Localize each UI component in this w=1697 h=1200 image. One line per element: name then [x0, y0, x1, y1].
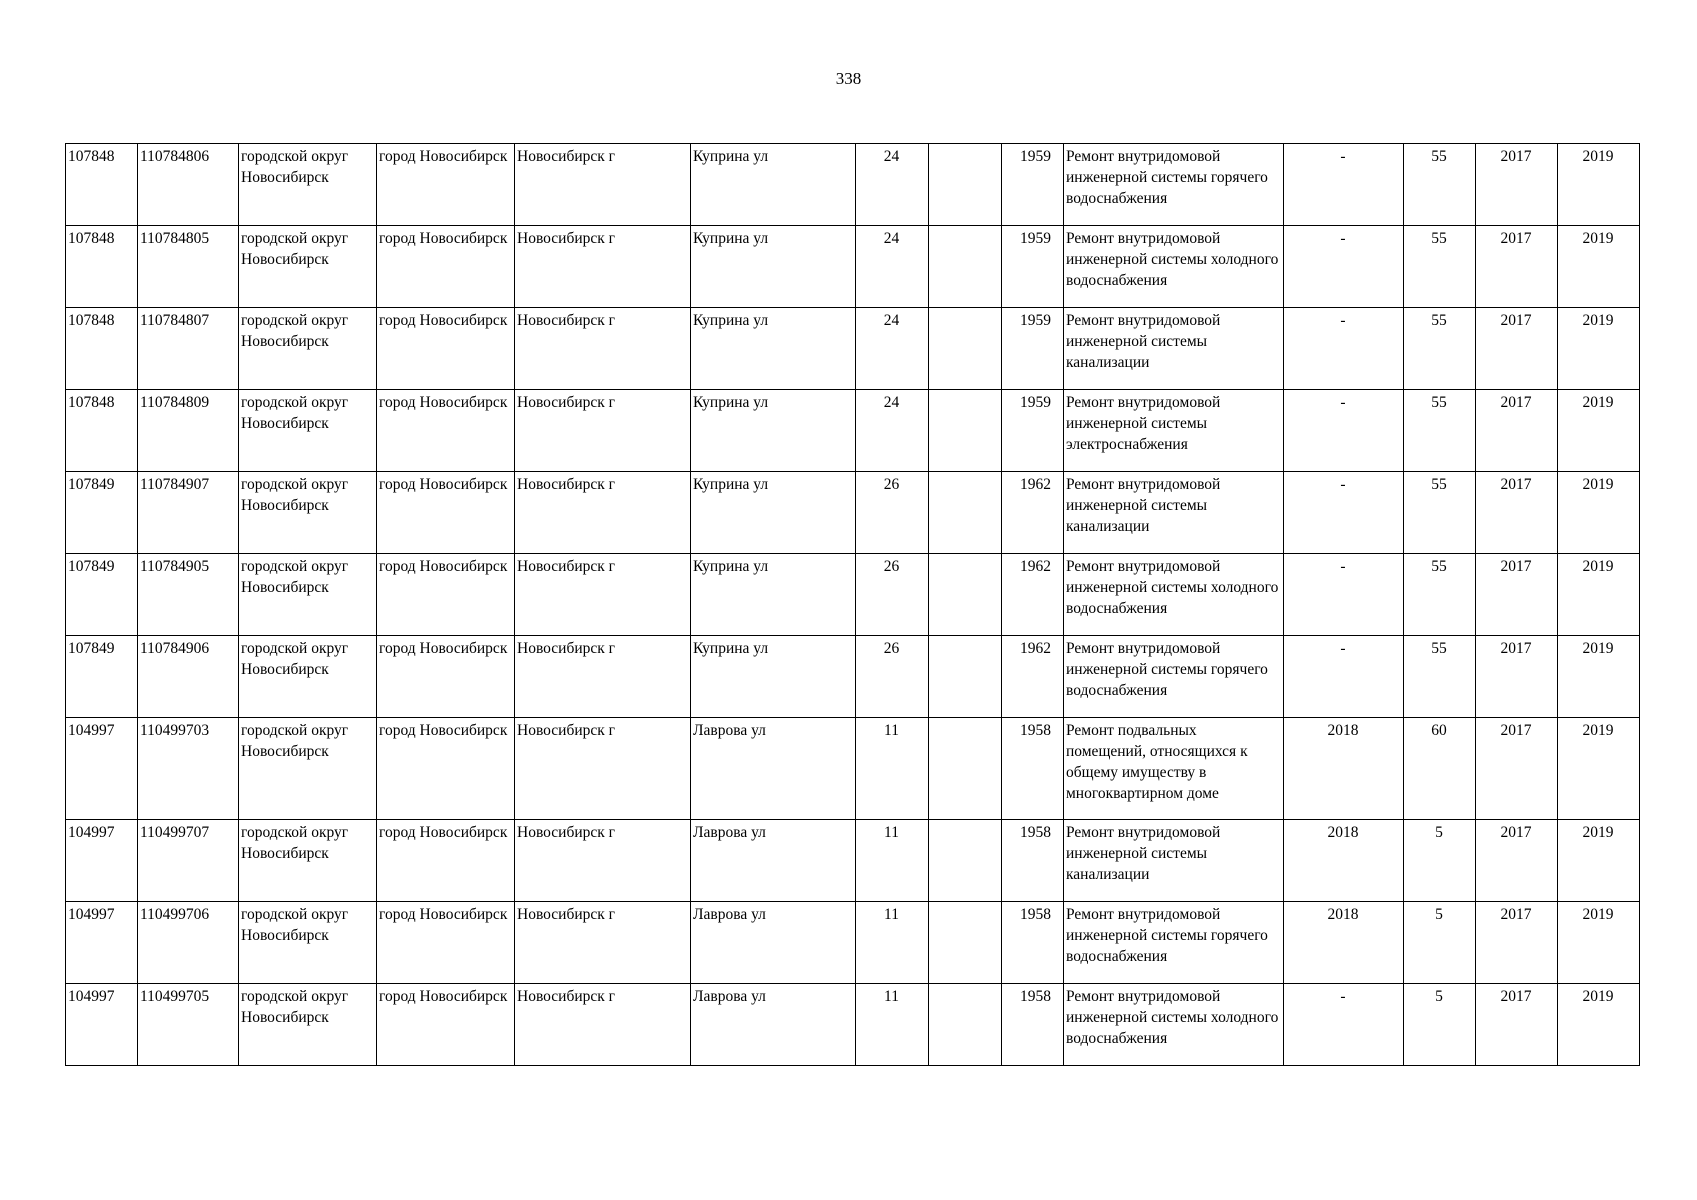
year-to-cell: 2019	[1558, 636, 1640, 718]
wear-cell: 55	[1404, 636, 1476, 718]
settlement-cell: город Новосибирск	[377, 718, 515, 820]
house-id-cell: 104997	[66, 820, 138, 902]
last-repair-cell: -	[1284, 984, 1404, 1066]
last-repair-cell: -	[1284, 472, 1404, 554]
work-code-cell: 110784806	[138, 144, 239, 226]
year-from-cell: 2017	[1476, 390, 1558, 472]
year-from-cell: 2017	[1476, 902, 1558, 984]
settlement-cell: город Новосибирск	[377, 984, 515, 1066]
year-built-cell: 1959	[1002, 390, 1064, 472]
last-repair-cell: -	[1284, 308, 1404, 390]
building-cell	[929, 390, 1002, 472]
municipality-cell: городской округ Новосибирск	[239, 226, 377, 308]
house-number-cell: 26	[856, 636, 929, 718]
house-number-cell: 11	[856, 984, 929, 1066]
house-id-cell: 107849	[66, 554, 138, 636]
table-row	[66, 718, 1640, 820]
building-cell	[929, 636, 1002, 718]
year-to-cell: 2019	[1558, 226, 1640, 308]
last-repair-cell: -	[1284, 554, 1404, 636]
city-cell: Новосибирск г	[515, 820, 691, 902]
year-to-cell: 2019	[1558, 144, 1640, 226]
wear-cell: 55	[1404, 308, 1476, 390]
table-row	[66, 902, 1640, 984]
year-built-cell: 1958	[1002, 820, 1064, 902]
work-type-cell: Ремонт внутридомовой инженерной системы холодного водоснабжения	[1064, 226, 1284, 308]
table-row	[66, 820, 1640, 902]
page-number: 338	[835, 69, 862, 88]
street-cell: Лаврова ул	[691, 718, 856, 820]
municipality-cell: городской округ Новосибирск	[239, 984, 377, 1066]
building-cell	[929, 718, 1002, 820]
year-from-cell: 2017	[1476, 226, 1558, 308]
year-to-cell: 2019	[1558, 718, 1640, 820]
work-type-cell: Ремонт внутридомовой инженерной системы холодного водоснабжения	[1064, 554, 1284, 636]
work-code-cell: 110784907	[138, 472, 239, 554]
year-built-cell: 1958	[1002, 984, 1064, 1066]
city-cell: Новосибирск г	[515, 144, 691, 226]
house-number-cell: 24	[856, 390, 929, 472]
table-row	[66, 472, 1640, 554]
building-cell	[929, 144, 1002, 226]
city-cell: Новосибирск г	[515, 308, 691, 390]
work-code-cell: 110784905	[138, 554, 239, 636]
year-built-cell: 1962	[1002, 554, 1064, 636]
last-repair-cell: -	[1284, 390, 1404, 472]
settlement-cell: город Новосибирск	[377, 308, 515, 390]
wear-cell: 55	[1404, 390, 1476, 472]
year-from-cell: 2017	[1476, 718, 1558, 820]
settlement-cell: город Новосибирск	[377, 472, 515, 554]
table-row	[66, 636, 1640, 718]
table-row	[66, 226, 1640, 308]
house-id-cell: 107848	[66, 308, 138, 390]
work-type-cell: Ремонт внутридомовой инженерной системы холодного водоснабжения	[1064, 984, 1284, 1066]
wear-cell: 5	[1404, 820, 1476, 902]
wear-cell: 55	[1404, 226, 1476, 308]
house-id-cell: 104997	[66, 984, 138, 1066]
year-to-cell: 2019	[1558, 984, 1640, 1066]
wear-cell: 55	[1404, 554, 1476, 636]
house-id-cell: 107848	[66, 390, 138, 472]
work-type-cell: Ремонт внутридомовой инженерной системы канализации	[1064, 308, 1284, 390]
building-cell	[929, 226, 1002, 308]
table-row	[66, 984, 1640, 1066]
work-code-cell: 110784805	[138, 226, 239, 308]
street-cell: Куприна ул	[691, 472, 856, 554]
street-cell: Лаврова ул	[691, 984, 856, 1066]
wear-cell: 55	[1404, 472, 1476, 554]
year-to-cell: 2019	[1558, 554, 1640, 636]
year-to-cell: 2019	[1558, 308, 1640, 390]
year-to-cell: 2019	[1558, 902, 1640, 984]
work-type-cell: Ремонт внутридомовой инженерной системы канализации	[1064, 820, 1284, 902]
year-from-cell: 2017	[1476, 144, 1558, 226]
year-built-cell: 1958	[1002, 718, 1064, 820]
last-repair-cell: 2018	[1284, 718, 1404, 820]
work-code-cell: 110499703	[138, 718, 239, 820]
municipality-cell: городской округ Новосибирск	[239, 390, 377, 472]
settlement-cell: город Новосибирск	[377, 226, 515, 308]
year-built-cell: 1959	[1002, 226, 1064, 308]
year-from-cell: 2017	[1476, 984, 1558, 1066]
year-from-cell: 2017	[1476, 472, 1558, 554]
building-cell	[929, 902, 1002, 984]
work-type-cell: Ремонт подвальных помещений, относящихся к общему имуществу в многоквартирном доме	[1064, 718, 1284, 820]
year-built-cell: 1962	[1002, 472, 1064, 554]
work-code-cell: 110784807	[138, 308, 239, 390]
last-repair-cell: 2018	[1284, 902, 1404, 984]
last-repair-cell: -	[1284, 636, 1404, 718]
last-repair-cell: -	[1284, 144, 1404, 226]
house-id-cell: 107849	[66, 472, 138, 554]
settlement-cell: город Новосибирск	[377, 390, 515, 472]
year-to-cell: 2019	[1558, 472, 1640, 554]
building-cell	[929, 984, 1002, 1066]
building-cell	[929, 472, 1002, 554]
municipality-cell: городской округ Новосибирск	[239, 902, 377, 984]
wear-cell: 5	[1404, 902, 1476, 984]
building-cell	[929, 820, 1002, 902]
last-repair-cell: -	[1284, 226, 1404, 308]
house-number-cell: 26	[856, 472, 929, 554]
street-cell: Куприна ул	[691, 554, 856, 636]
municipality-cell: городской округ Новосибирск	[239, 820, 377, 902]
year-from-cell: 2017	[1476, 554, 1558, 636]
wear-cell: 5	[1404, 984, 1476, 1066]
city-cell: Новосибирск г	[515, 472, 691, 554]
house-number-cell: 24	[856, 226, 929, 308]
building-cell	[929, 308, 1002, 390]
settlement-cell: город Новосибирск	[377, 144, 515, 226]
year-from-cell: 2017	[1476, 308, 1558, 390]
building-cell	[929, 554, 1002, 636]
year-to-cell: 2019	[1558, 390, 1640, 472]
house-number-cell: 11	[856, 820, 929, 902]
street-cell: Куприна ул	[691, 144, 856, 226]
settlement-cell: город Новосибирск	[377, 554, 515, 636]
year-built-cell: 1962	[1002, 636, 1064, 718]
settlement-cell: город Новосибирск	[377, 820, 515, 902]
house-id-cell: 104997	[66, 718, 138, 820]
house-id-cell: 107848	[66, 144, 138, 226]
table-row	[66, 554, 1640, 636]
work-type-cell: Ремонт внутридомовой инженерной системы канализации	[1064, 472, 1284, 554]
street-cell: Куприна ул	[691, 226, 856, 308]
house-number-cell: 11	[856, 718, 929, 820]
street-cell: Куприна ул	[691, 308, 856, 390]
city-cell: Новосибирск г	[515, 390, 691, 472]
house-id-cell: 107849	[66, 636, 138, 718]
municipality-cell: городской округ Новосибирск	[239, 308, 377, 390]
last-repair-cell: 2018	[1284, 820, 1404, 902]
wear-cell: 60	[1404, 718, 1476, 820]
year-built-cell: 1958	[1002, 902, 1064, 984]
work-code-cell: 110499706	[138, 902, 239, 984]
municipality-cell: городской округ Новосибирск	[239, 718, 377, 820]
settlement-cell: город Новосибирск	[377, 636, 515, 718]
work-code-cell: 110784906	[138, 636, 239, 718]
year-built-cell: 1959	[1002, 144, 1064, 226]
work-type-cell: Ремонт внутридомовой инженерной системы горячего водоснабжения	[1064, 636, 1284, 718]
work-code-cell: 110499707	[138, 820, 239, 902]
municipality-cell: городской округ Новосибирск	[239, 144, 377, 226]
work-type-cell: Ремонт внутридомовой инженерной системы электроснабжения	[1064, 390, 1284, 472]
table-row	[66, 144, 1640, 226]
city-cell: Новосибирск г	[515, 226, 691, 308]
city-cell: Новосибирск г	[515, 636, 691, 718]
house-id-cell: 107848	[66, 226, 138, 308]
work-type-cell: Ремонт внутридомовой инженерной системы горячего водоснабжения	[1064, 902, 1284, 984]
street-cell: Лаврова ул	[691, 820, 856, 902]
house-number-cell: 24	[856, 144, 929, 226]
house-id-cell: 104997	[66, 902, 138, 984]
municipality-cell: городской округ Новосибирск	[239, 554, 377, 636]
city-cell: Новосибирск г	[515, 902, 691, 984]
street-cell: Лаврова ул	[691, 902, 856, 984]
work-type-cell: Ремонт внутридомовой инженерной системы горячего водоснабжения	[1064, 144, 1284, 226]
street-cell: Куприна ул	[691, 390, 856, 472]
table-body	[66, 144, 1640, 1066]
house-number-cell: 24	[856, 308, 929, 390]
house-number-cell: 11	[856, 902, 929, 984]
work-code-cell: 110499705	[138, 984, 239, 1066]
year-to-cell: 2019	[1558, 820, 1640, 902]
wear-cell: 55	[1404, 144, 1476, 226]
repair-program-table	[65, 143, 1640, 1066]
year-from-cell: 2017	[1476, 636, 1558, 718]
municipality-cell: городской округ Новосибирск	[239, 472, 377, 554]
table-row	[66, 308, 1640, 390]
house-number-cell: 26	[856, 554, 929, 636]
table-row	[66, 390, 1640, 472]
municipality-cell: городской округ Новосибирск	[239, 636, 377, 718]
year-built-cell: 1959	[1002, 308, 1064, 390]
city-cell: Новосибирск г	[515, 984, 691, 1066]
city-cell: Новосибирск г	[515, 718, 691, 820]
settlement-cell: город Новосибирск	[377, 902, 515, 984]
city-cell: Новосибирск г	[515, 554, 691, 636]
year-from-cell: 2017	[1476, 820, 1558, 902]
street-cell: Куприна ул	[691, 636, 856, 718]
work-code-cell: 110784809	[138, 390, 239, 472]
